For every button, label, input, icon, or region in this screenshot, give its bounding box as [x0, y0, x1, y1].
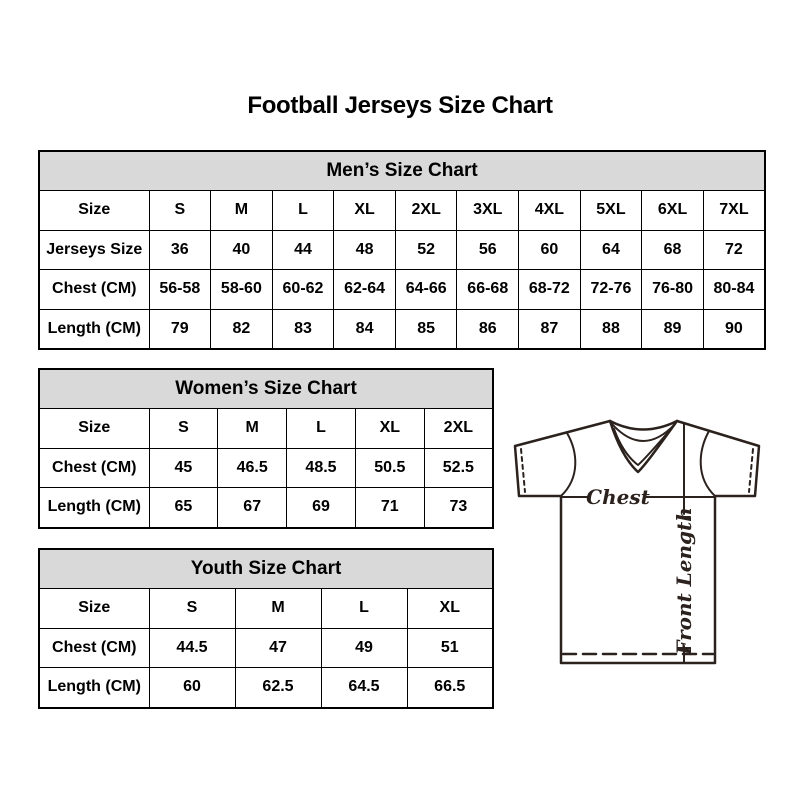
- cell-value: 68-72: [519, 270, 581, 310]
- cell-value: 71: [355, 488, 424, 528]
- cell-value: 52: [395, 230, 457, 270]
- cell-value: 60-62: [272, 270, 334, 310]
- cell-value: 64-66: [395, 270, 457, 310]
- table-row: [39, 589, 493, 629]
- table-row: [39, 409, 493, 449]
- armhole-seam-right: [701, 431, 715, 496]
- youth-table-title: Youth Size Chart: [39, 549, 493, 589]
- row-label: Jerseys Size: [39, 230, 149, 270]
- cell-value: 44: [272, 230, 334, 270]
- row-label: Size: [39, 191, 149, 231]
- cell-value: L: [321, 589, 407, 629]
- table-row: [39, 230, 765, 270]
- table-row: [39, 270, 765, 310]
- table-row: [39, 628, 493, 668]
- chest-label: Chest: [586, 485, 650, 509]
- cell-value: 86: [457, 309, 519, 349]
- cell-value: 58-60: [211, 270, 273, 310]
- cell-value: 56: [457, 230, 519, 270]
- cell-value: 48: [334, 230, 396, 270]
- cell-value: 52.5: [424, 448, 493, 488]
- collar-back-arc: [610, 421, 677, 430]
- row-label: Length (CM): [39, 668, 149, 708]
- womens-size-chart-table: [38, 368, 494, 529]
- table-row: [39, 448, 493, 488]
- cell-value: L: [272, 191, 334, 231]
- cell-value: 62-64: [334, 270, 396, 310]
- cell-value: 87: [519, 309, 581, 349]
- front-length-label: Front Length: [672, 507, 696, 655]
- cell-value: 85: [395, 309, 457, 349]
- cell-value: 51: [407, 628, 493, 668]
- mens-table: [38, 150, 766, 350]
- cell-value: 68: [642, 230, 704, 270]
- cell-value: 47: [235, 628, 321, 668]
- row-label: Size: [39, 409, 149, 449]
- cell-value: 73: [424, 488, 493, 528]
- cell-value: S: [149, 409, 218, 449]
- cell-value: 6XL: [642, 191, 704, 231]
- cell-value: XL: [407, 589, 493, 629]
- page-title: Football Jerseys Size Chart: [247, 92, 553, 119]
- cell-value: S: [149, 589, 235, 629]
- table-row: [39, 191, 765, 231]
- cell-value: 2XL: [395, 191, 457, 231]
- row-label: Length (CM): [39, 309, 149, 349]
- cell-value: 89: [642, 309, 704, 349]
- youth-size-chart-table: [38, 548, 494, 709]
- jersey-outline-icon: [515, 421, 759, 663]
- cell-value: 50.5: [355, 448, 424, 488]
- youth-table: [38, 548, 494, 709]
- cell-value: 56-58: [149, 270, 211, 310]
- cell-value: 5XL: [580, 191, 642, 231]
- cell-value: 46.5: [218, 448, 287, 488]
- cell-value: S: [149, 191, 211, 231]
- womens-table: [38, 368, 494, 529]
- table-row: [39, 309, 765, 349]
- cell-value: XL: [355, 409, 424, 449]
- cell-value: 80-84: [703, 270, 765, 310]
- cell-value: 62.5: [235, 668, 321, 708]
- table-row: [39, 488, 493, 528]
- cell-value: 79: [149, 309, 211, 349]
- cell-value: 4XL: [519, 191, 581, 231]
- cell-value: M: [211, 191, 273, 231]
- row-label: Chest (CM): [39, 448, 149, 488]
- cell-value: 66-68: [457, 270, 519, 310]
- cell-value: M: [235, 589, 321, 629]
- cuff-stitch-right: [749, 449, 753, 492]
- cell-value: 3XL: [457, 191, 519, 231]
- table-row: [39, 668, 493, 708]
- row-label: Chest (CM): [39, 270, 149, 310]
- cell-value: 72: [703, 230, 765, 270]
- cell-value: L: [287, 409, 356, 449]
- cell-value: 82: [211, 309, 273, 349]
- cell-value: 66.5: [407, 668, 493, 708]
- armhole-seam-left: [561, 433, 575, 496]
- cell-value: 60: [149, 668, 235, 708]
- mens-size-chart-table: [38, 150, 766, 350]
- row-label: Size: [39, 589, 149, 629]
- cell-value: 88: [580, 309, 642, 349]
- cell-value: 60: [519, 230, 581, 270]
- cell-value: 72-76: [580, 270, 642, 310]
- mens-table-title: Men’s Size Chart: [39, 151, 765, 191]
- table-header-row: [39, 151, 765, 191]
- cell-value: 67: [218, 488, 287, 528]
- cell-value: 49: [321, 628, 407, 668]
- cell-value: 83: [272, 309, 334, 349]
- cell-value: 7XL: [703, 191, 765, 231]
- cell-value: M: [218, 409, 287, 449]
- row-label: Length (CM): [39, 488, 149, 528]
- cell-value: 2XL: [424, 409, 493, 449]
- cell-value: 44.5: [149, 628, 235, 668]
- cell-value: 90: [703, 309, 765, 349]
- jersey-measurement-diagram: [498, 405, 788, 680]
- cell-value: 69: [287, 488, 356, 528]
- cell-value: 76-80: [642, 270, 704, 310]
- cell-value: 65: [149, 488, 218, 528]
- cell-value: 48.5: [287, 448, 356, 488]
- cell-value: 40: [211, 230, 273, 270]
- row-label: Chest (CM): [39, 628, 149, 668]
- cell-value: 36: [149, 230, 211, 270]
- cell-value: 45: [149, 448, 218, 488]
- cell-value: XL: [334, 191, 396, 231]
- table-header-row: [39, 369, 493, 409]
- table-header-row: [39, 549, 493, 589]
- cell-value: 64.5: [321, 668, 407, 708]
- womens-table-title: Women’s Size Chart: [39, 369, 493, 409]
- cuff-stitch-left: [521, 449, 525, 492]
- cell-value: 64: [580, 230, 642, 270]
- cell-value: 84: [334, 309, 396, 349]
